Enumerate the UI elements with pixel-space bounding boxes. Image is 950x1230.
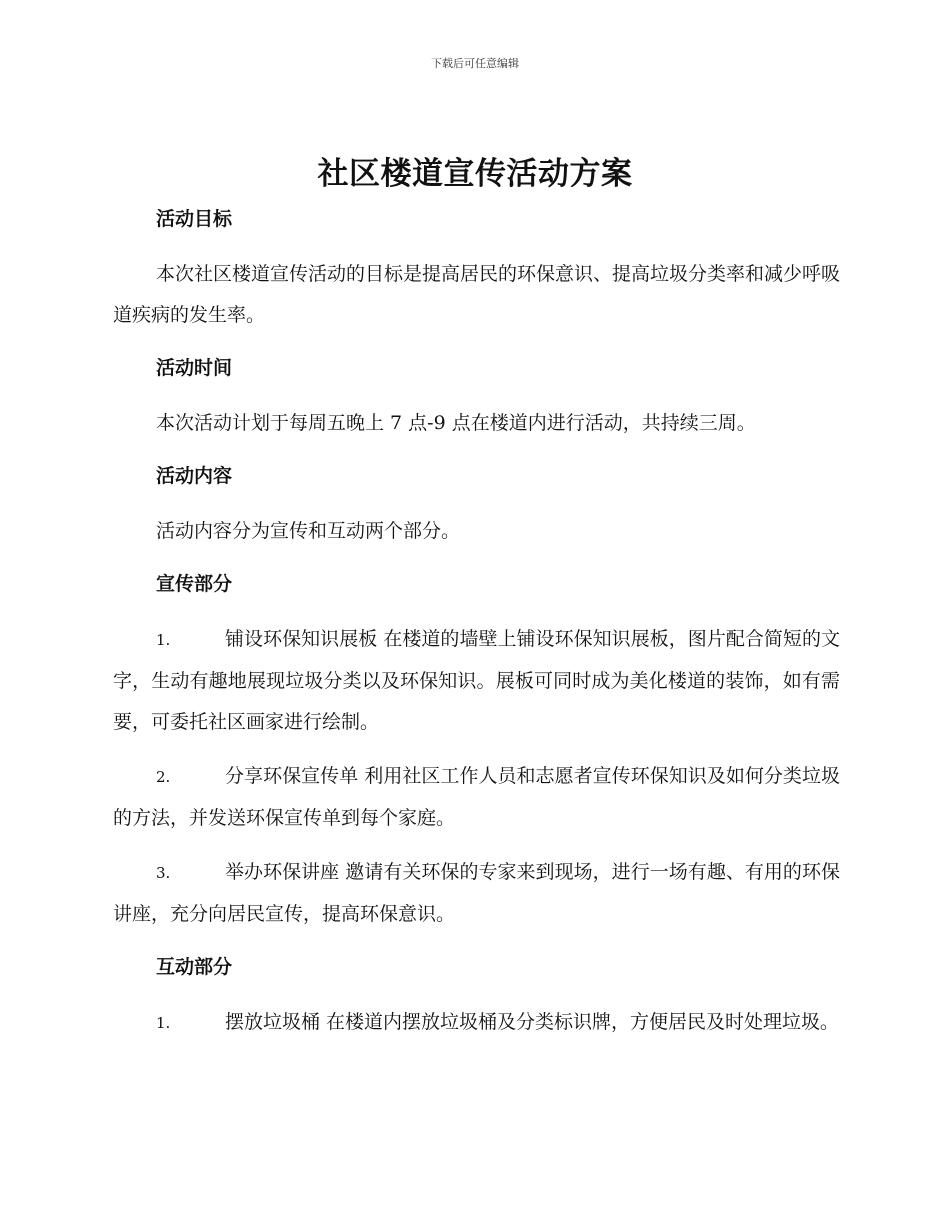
section-heading-publicity: 宣传部分 — [156, 573, 233, 595]
list-number: 3. — [156, 864, 171, 882]
list-item-text: 摆放垃圾桶 在楼道内摆放垃圾桶及分类标识牌，方便居民及时处理垃圾。 — [225, 1011, 840, 1033]
publicity-item — [113, 756, 840, 839]
list-number: 1. — [156, 631, 171, 649]
document-title: 社区楼道宣传活动方案 — [317, 156, 633, 192]
section-heading-content: 活动内容 — [156, 465, 233, 487]
goal-paragraph: 本次社区楼道宣传活动的目标是提高居民的环保意识、提高垃圾分类率和减少呼吸道疾病的发生率。 — [113, 263, 841, 326]
list-item-text: 分享环保宣传单 利用社区工作人员和志愿者宣传环保知识及如何分类垃圾的方法，并发送环保宣传单到每个家庭。 — [113, 765, 840, 829]
section-heading-goal: 活动目标 — [156, 208, 233, 230]
publicity-item — [113, 619, 840, 743]
time-paragraph: 本次活动计划于每周五晚上 7 点-9 点在楼道内进行活动，共持续三周。 — [156, 412, 756, 434]
document-body — [113, 200, 840, 1057]
list-item-text: 举办环保讲座 邀请有关环保的专家来到现场，进行一场有趣、有用的环保讲座，充分向居民宣传，提高环保意识。 — [113, 861, 840, 925]
list-number: 1. — [156, 1014, 171, 1032]
header-note: 下载后可任意编辑 — [431, 57, 519, 70]
interaction-item — [113, 1002, 840, 1044]
list-number: 2. — [156, 768, 171, 786]
section-heading-interaction: 互动部分 — [156, 956, 233, 978]
list-item-text: 铺设环保知识展板 在楼道的墙壁上铺设环保知识展板，图片配合简短的文字，生动有趣地展现垃圾分类以及环保知识。展板可同时成为美化楼道的装饰，如有需要，可委托社区画家进行绘制。 — [113, 628, 840, 733]
publicity-item — [113, 852, 840, 935]
content-paragraph: 活动内容分为宣传和互动两个部分。 — [156, 520, 461, 542]
section-heading-time: 活动时间 — [156, 357, 233, 379]
